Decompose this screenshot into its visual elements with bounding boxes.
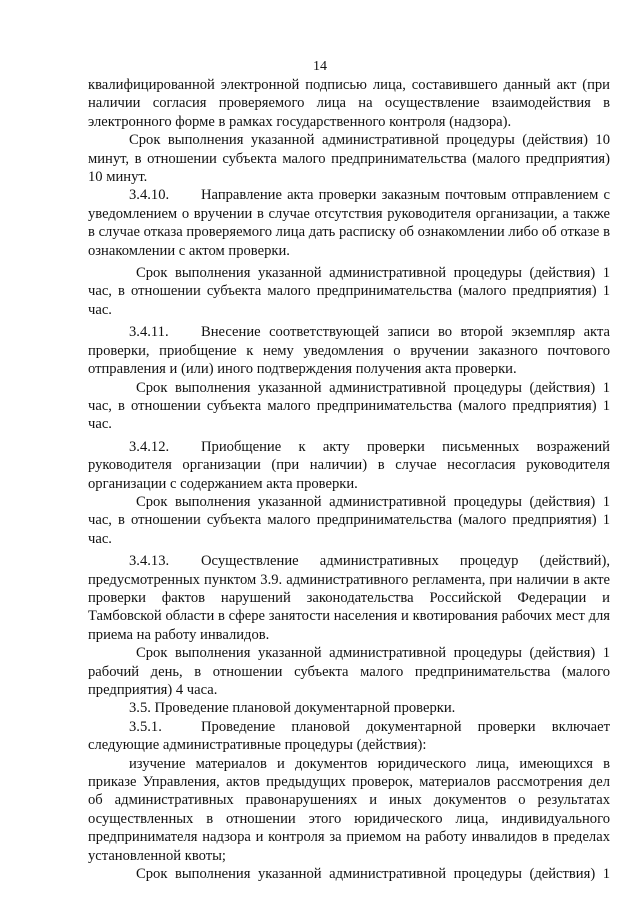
section-number: 3.4.13.	[129, 553, 170, 570]
section-heading-3-5: 3.5. Проведение плановой документарной проверки.	[129, 700, 456, 717]
document-body	[88, 76, 610, 883]
paragraph-deadline-10min: Срок выполнения указанной административной процедуры (действия) 10 минут, в отношении субъекта малого предпринимательства (малого предприятия) 10 минут.	[88, 132, 610, 186]
section-text: Проведение плановой документарной проверки включает следующие административные процедуры (действия):	[88, 718, 610, 754]
section-number: 3.4.11.	[129, 324, 169, 341]
paragraph-deadline-1h-b: Срок выполнения указанной административной процедуры (действия) 1 час, в отношении субъекта малого предпринимательства (малого предприятия) 1 час.	[88, 379, 610, 433]
section-number: 3.4.10.	[129, 187, 170, 204]
section-number: 3.4.12.	[129, 438, 170, 455]
section-number: 3.5.1.	[129, 718, 162, 735]
section-text: Внесение соответствующей записи во второй экземпляр акта проверки, приобщение к нему уведомления о вручении заказного почтового отправления и (или) иного подтверждения получения акта проверки.	[88, 324, 610, 378]
section-3-4-10	[88, 186, 610, 260]
paragraph-deadline-1day: Срок выполнения указанной административной процедуры (действия) 1 рабочий день, в отношении субъекта малого предпринимательства (малого предприятия) 4 часа.	[88, 645, 610, 698]
section-3-4-13	[88, 552, 610, 644]
paragraph-deadline-1h-a: Срок выполнения указанной административной процедуры (действия) 1 час, в отношении субъекта малого предпринимательства (малого предприятия) 1 час.	[88, 265, 610, 318]
section-text: Направление акта проверки заказным почтовым отправлением с уведомлением о вручении в случае отсутствия руководителя организации, а также в случае отказа проверяемого лица дать расписку об ознакомлении либо об отказе в ознакомлении с актом проверки.	[88, 187, 610, 259]
section-3-4-11	[88, 323, 610, 378]
section-3-4-12	[88, 438, 610, 493]
page-number: 14	[313, 59, 327, 74]
paragraph-deadline-cut: Срок выполнения указанной административной процедуры (действия) 1	[136, 866, 610, 883]
paragraph-deadline-1h-c: Срок выполнения указанной административной процедуры (действия) 1 час, в отношении субъекта малого предпринимательства (малого предприятия) 1 час.	[88, 493, 610, 547]
section-text: Приобщение к акту проверки письменных возражений руководителя организации (при наличии) в случае несогласия руководителя организации с содержанием акта проверки.	[88, 438, 610, 492]
paragraph-study-materials: изучение материалов и документов юридического лица, имеющихся в приказе Управления, актов предыдущих проверок, материалов рассмотрения дел об административных правонарушениях и иных документов о результатах осуществленных в отношении этого юридического лица, индивидуального предпринимателя надзора и контроля за приемом на работу инвалидов в пределах установленной квоты;	[88, 755, 610, 864]
section-3-5-1	[88, 718, 610, 755]
paragraph-signature: квалифицированной электронной подписью лица, составившего данный акт (при наличии согласия проверяемого лица на осуществление взаимодействия в электронного форме в рамках государственного контроля (надзора).	[88, 77, 610, 130]
section-text: Осуществление административных процедур (действий), предусмотренных пунктом 3.9. административного регламента, при наличии в акте проверки фактов нарушений законодательства Российской Федерации и Тамбовской области в сфере занятости населения и квотирования рабочих мест для приема на работу инвалидов.	[88, 553, 610, 643]
